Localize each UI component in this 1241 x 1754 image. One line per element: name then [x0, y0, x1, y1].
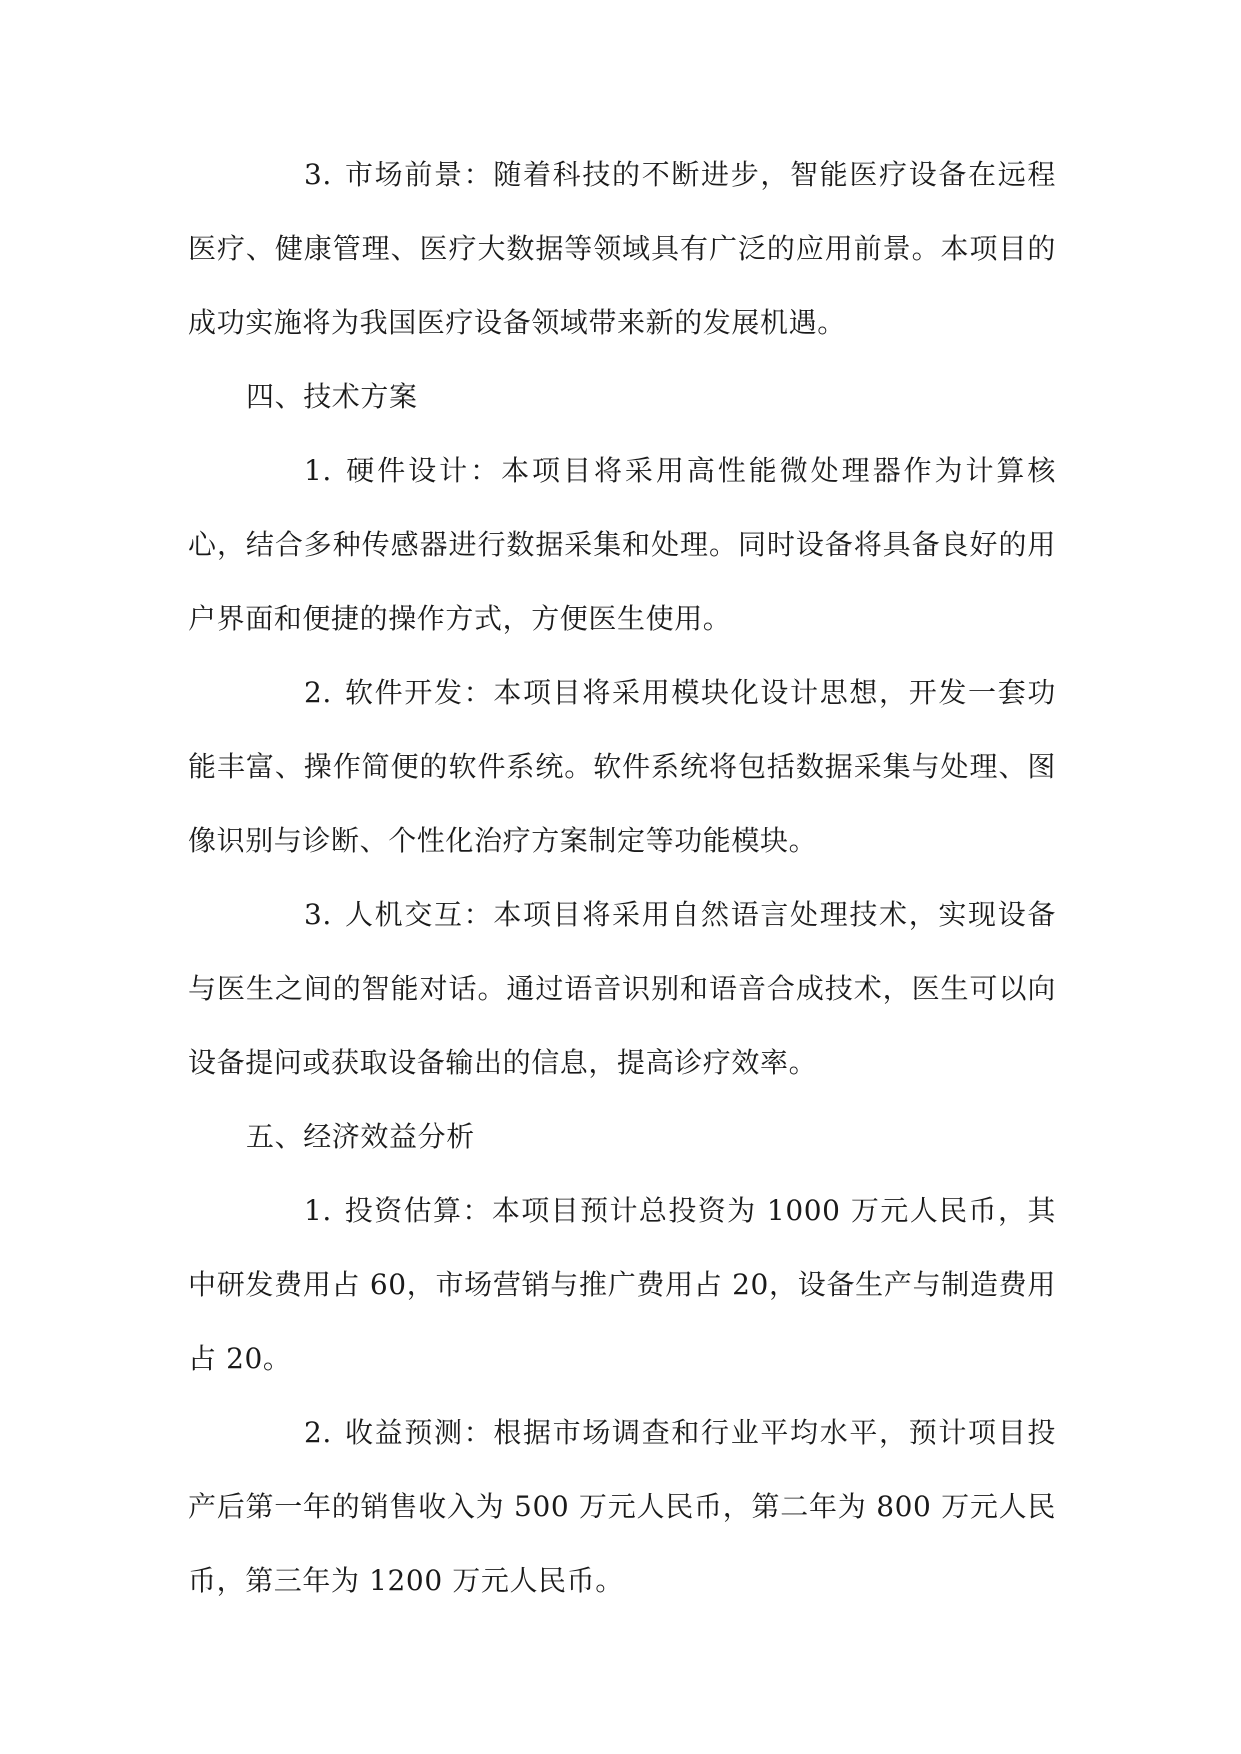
paragraph-number: 1.	[304, 454, 332, 487]
paragraph-text: 收益预测：根据市场调查和行业平均水平，预计项目投产后第一年的销售收入为 500 万元人民币，第二年为 800 万元人民币，第三年为 1200 万元人民币。	[188, 1416, 1056, 1597]
paragraph-text: 市场前景：随着科技的不断进步，智能医疗设备在远程医疗、健康管理、医疗大数据等领域具有广泛的应用前景。本项目的成功实施将为我国医疗设备领域带来新的发展机遇。	[188, 158, 1056, 339]
paragraph-investment-estimate	[188, 1174, 1056, 1396]
paragraph-number: 3.	[304, 158, 332, 191]
paragraph-software-development	[188, 656, 1056, 878]
paragraph-number: 2.	[304, 676, 332, 709]
paragraph-number: 3.	[304, 898, 332, 931]
paragraph-text: 硬件设计：本项目将采用高性能微处理器作为计算核心，结合多种传感器进行数据采集和处理。同时设备将具备良好的用户界面和便捷的操作方式，方便医生使用。	[188, 454, 1056, 635]
section-heading-economic-analysis	[188, 1100, 1056, 1174]
paragraph-human-computer-interaction	[188, 878, 1056, 1100]
paragraph-market-outlook	[188, 138, 1056, 360]
section-heading-technical-plan	[188, 360, 1056, 434]
paragraph-text: 人机交互：本项目将采用自然语言处理技术，实现设备与医生之间的智能对话。通过语音识别和语音合成技术，医生可以向设备提问或获取设备输出的信息，提高诊疗效率。	[188, 898, 1056, 1079]
section-heading-text: 五、经济效益分析	[246, 1120, 475, 1153]
paragraph-number: 1.	[304, 1194, 332, 1227]
document-body	[188, 138, 1056, 1618]
paragraph-text: 软件开发：本项目将采用模块化设计思想，开发一套功能丰富、操作简便的软件系统。软件系统将包括数据采集与处理、图像识别与诊断、个性化治疗方案制定等功能模块。	[188, 676, 1056, 857]
paragraph-text: 投资估算：本项目预计总投资为 1000 万元人民币，其中研发费用占 60，市场营销与推广费用占 20，设备生产与制造费用占 20。	[188, 1194, 1056, 1375]
paragraph-number: 2.	[304, 1416, 332, 1449]
paragraph-hardware-design	[188, 434, 1056, 656]
section-heading-text: 四、技术方案	[246, 380, 418, 413]
paragraph-revenue-forecast	[188, 1396, 1056, 1618]
